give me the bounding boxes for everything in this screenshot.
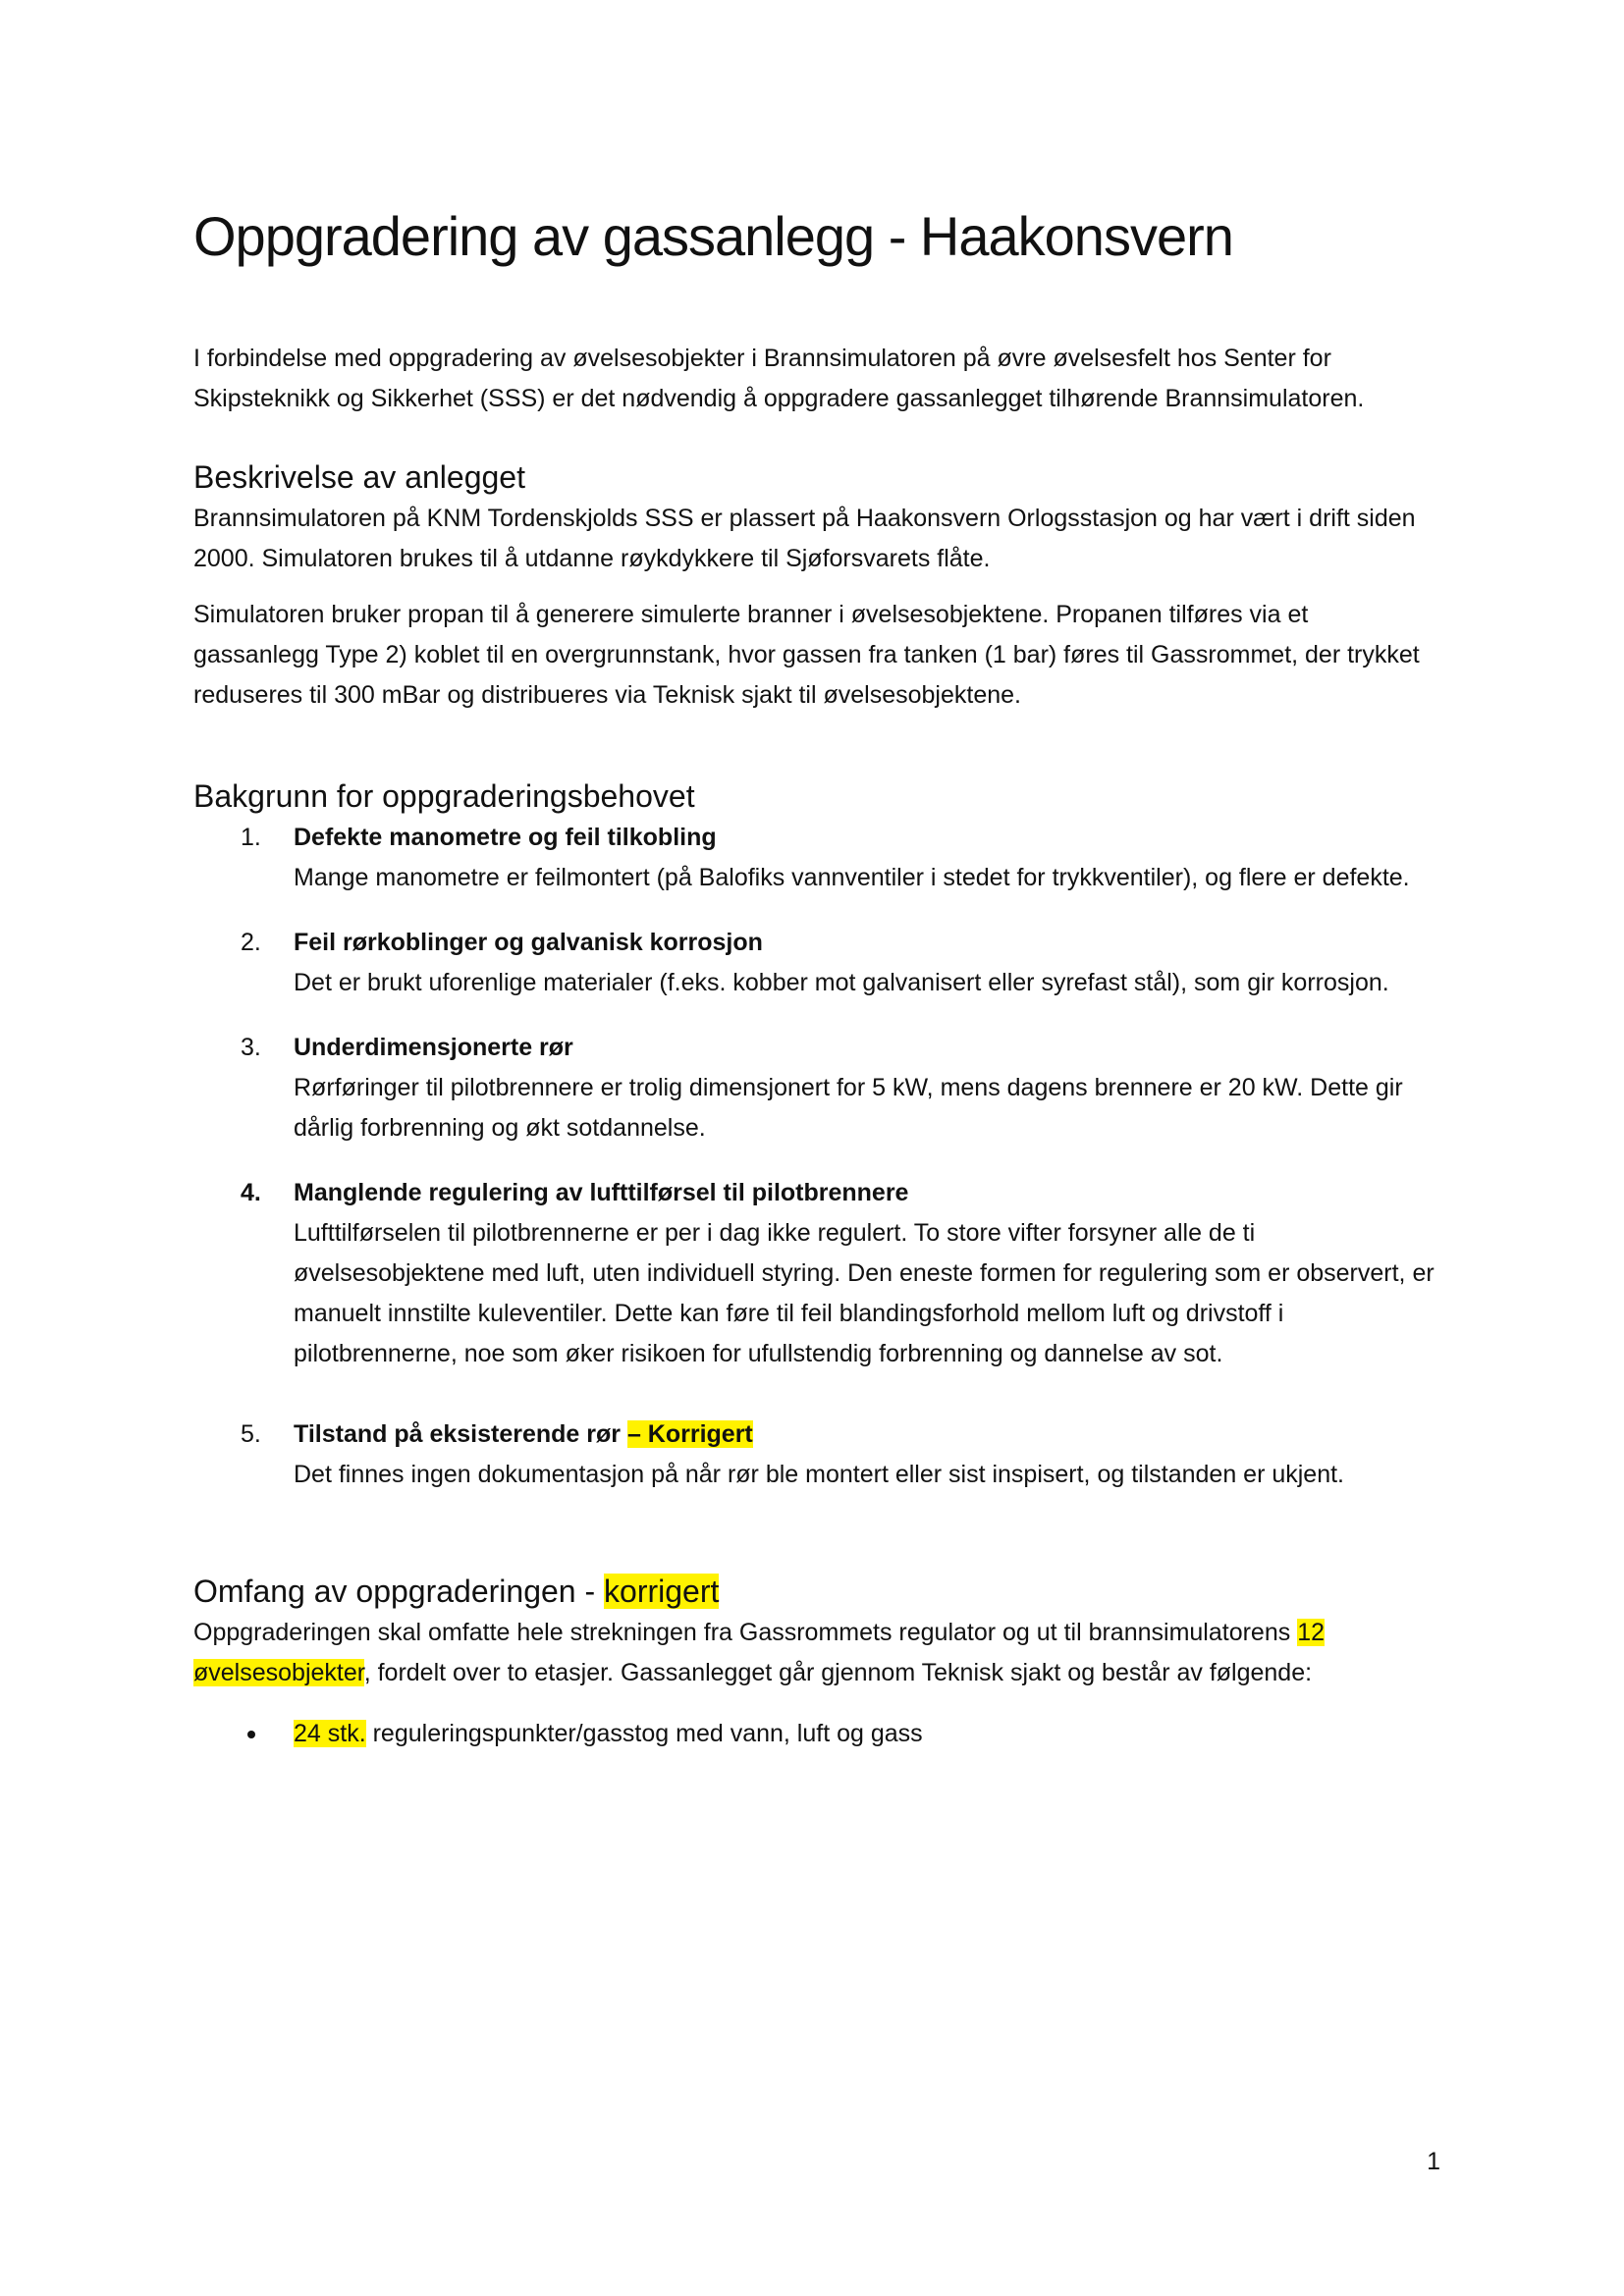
bullet-item: 24 stk. reguleringspunkter/gasstog med vann, luft og gass [193, 1714, 1440, 1754]
list-item-number: 4. [241, 1179, 261, 1206]
correction-highlight: – Korrigert [626, 1420, 753, 1448]
list-item [193, 1415, 1440, 1495]
list-item-number: 5. [241, 1420, 261, 1448]
highlighted-text: 24 stk. [294, 1720, 366, 1747]
list-item-body: Det finnes ingen dokumentasjon på når rør ble montert eller sist inspisert, og tilstanden er ukjent. [294, 1461, 1344, 1488]
list-item-title: Feil rørkoblinger og galvanisk korrosjon [294, 929, 763, 956]
list-item [193, 818, 1440, 898]
document-title: Oppgradering av gassanlegg - Haakonsvern [193, 205, 1233, 267]
omfang-paragraph: Oppgraderingen skal omfatte hele strekningen fra Gassrommets regulator og ut til brannsimulatorens 12 øvelsesobjekter, fordelt over to etasjer. Gassanlegget går gjennom Teknisk sjakt og består av følgende: [193, 1619, 1325, 1686]
heading-bakgrunn: Bakgrunn for oppgraderingsbehovet [193, 778, 695, 814]
list-item-number: 2. [241, 929, 261, 956]
page-number: 1 [1427, 2148, 1440, 2175]
list-item-body: Rørføringer til pilotbrennere er trolig dimensjonert for 5 kW, mens dagens brennere er 20 kW. Dette gir dårlig forbrenning og økt sotdannelse. [294, 1074, 1403, 1142]
list-item-number: 3. [241, 1034, 261, 1061]
beskrivelse-paragraph-1: Brannsimulatoren på KNM Tordenskjolds SSS er plassert på Haakonsvern Orlogsstasjon og har vært i drift siden 2000. Simulatoren brukes til å utdanne røykdykkere til Sjøforsvarets flåte. [193, 505, 1416, 572]
list-item-body: Lufttilførselen til pilotbrennerne er per i dag ikke regulert. To store vifter forsyner alle de ti øvelsesobjektene med luft, uten individuell styring. Den eneste formen for regulering som er observert, er manuelt innstilte kuleventiler. Dette kan føre til feil blandingsforhold mellom luft og drivstoff i pilotbrennerne, noe som øker risikoen for ufullstendig forbrenning og dannelse av sot. [294, 1219, 1435, 1367]
list-item-number: 1. [241, 824, 261, 851]
bakgrunn-list [193, 818, 1440, 1495]
document-content [193, 201, 1440, 1754]
omfang-bullet-list [193, 1714, 1440, 1754]
highlighted-text: 12 øvelsesobjekter [193, 1619, 1325, 1686]
beskrivelse-paragraph-2: Simulatoren bruker propan til å generere simulerte branner i øvelsesobjektene. Propanen tilføres via et gassanlegg Type 2) koblet til en overgrunnstank, hvor gassen fra tanken (1 bar) føres til Gassrommet, der trykket reduseres til 300 mBar og distribueres via Teknisk sjakt til øvelsesobjektene. [193, 601, 1420, 709]
bullet-icon [247, 1731, 255, 1738]
list-item [193, 1028, 1440, 1148]
list-item-body: Det er brukt uforenlige materialer (f.eks. kobber mot galvanisert eller syrefast stål), som gir korrosjon. [294, 969, 1389, 996]
heading-beskrivelse: Beskrivelse av anlegget [193, 459, 525, 495]
list-item [193, 923, 1440, 1003]
list-item-title: Defekte manometre og feil tilkobling [294, 824, 717, 851]
heading-omfang: Omfang av oppgraderingen - korrigert [193, 1574, 720, 1609]
list-item-title: Manglende regulering av lufttilførsel til pilotbrennere [294, 1179, 909, 1206]
intro-paragraph: I forbindelse med oppgradering av øvelsesobjekter i Brannsimulatoren på øvre øvelsesfelt hos Senter for Skipsteknikk og Sikkerhet (SSS) er det nødvendig å oppgradere gassanlegget tilhørende Brannsimulatoren. [193, 345, 1365, 412]
correction-highlight: korrigert [604, 1574, 720, 1609]
list-item-body: Mange manometre er feilmontert (på Balofiks vannventiler i stedet for trykkventiler), og flere er defekte. [294, 864, 1410, 891]
list-item [193, 1173, 1440, 1374]
list-item-title: Tilstand på eksisterende rør – Korrigert [294, 1420, 753, 1448]
list-item-title: Underdimensjonerte rør [294, 1034, 573, 1061]
